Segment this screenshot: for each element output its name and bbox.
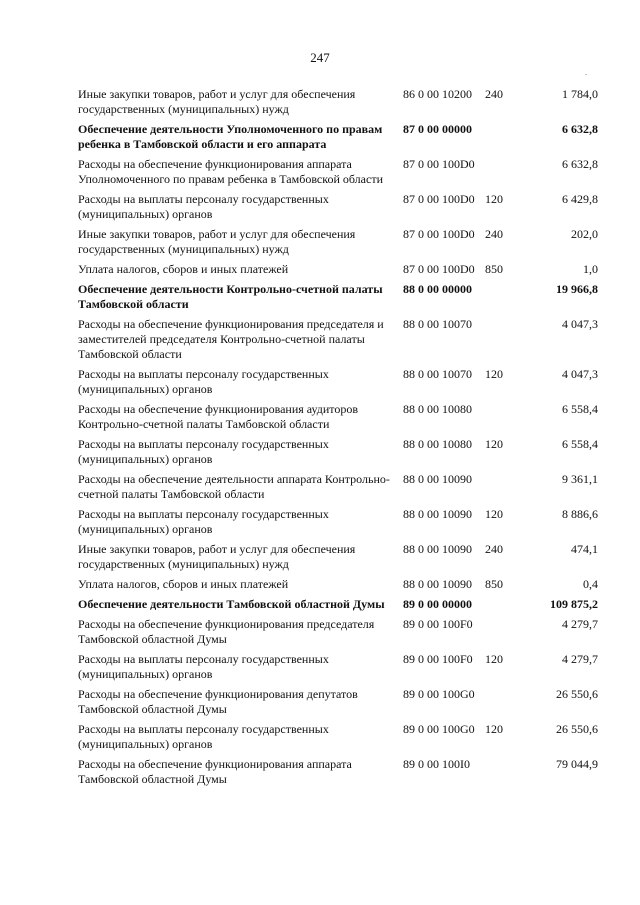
table-row: [78, 122, 598, 152]
table-row: [78, 577, 598, 592]
row-sum: 109 875,2: [550, 597, 598, 611]
row-sum: 6 558,4: [562, 437, 598, 451]
budget-table: [78, 87, 598, 792]
table-row: [78, 317, 598, 362]
row-code: 87 0 00 100D0: [403, 262, 475, 276]
row-type: 120: [485, 192, 503, 206]
row-name: Уплата налогов, сборов и иных платежей: [78, 577, 289, 591]
row-code: 89 0 00 100F0: [403, 617, 473, 631]
row-name: Расходы на обеспечение деятельности аппарата Контрольно-счетной палаты Тамбовской области: [78, 472, 390, 501]
table-row: [78, 402, 598, 432]
row-code: 88 0 00 10090: [403, 472, 472, 486]
table-row: [78, 617, 598, 647]
table-row: [78, 192, 598, 222]
row-code: 88 0 00 10090: [403, 542, 472, 556]
table-row: [78, 722, 598, 752]
table-row: [78, 507, 598, 537]
corner-mark: .: [585, 68, 587, 77]
row-sum: 6 632,8: [562, 122, 598, 136]
row-name: Расходы на обеспечение функционирования аппарата Уполномоченного по правам ребенка в Тамбовской области: [78, 157, 383, 186]
row-sum: 26 550,6: [556, 722, 598, 736]
row-type: 240: [485, 87, 503, 101]
row-sum: 0,4: [583, 577, 598, 591]
row-type: 120: [485, 722, 503, 736]
row-code: 88 0 00 10090: [403, 507, 472, 521]
row-code: 89 0 00 100G0: [403, 722, 475, 736]
row-sum: 1 784,0: [562, 87, 598, 101]
row-name: Иные закупки товаров, работ и услуг для обеспечения государственных (муниципальных) нужд: [78, 87, 356, 116]
row-sum: 6 632,8: [562, 157, 598, 171]
row-code: 88 0 00 10090: [403, 577, 472, 591]
row-type: 120: [485, 367, 503, 381]
row-sum: 4 047,3: [562, 367, 598, 381]
row-code: 87 0 00 100D0: [403, 157, 475, 171]
row-code: 86 0 00 10200: [403, 87, 472, 101]
row-name: Расходы на выплаты персоналу государственных (муниципальных) органов: [78, 192, 329, 221]
table-row: [78, 367, 598, 397]
row-name: Обеспечение деятельности Уполномоченного по правам ребенка в Тамбовской области и его аппарата: [78, 122, 383, 151]
row-code: 87 0 00 100D0: [403, 227, 475, 241]
table-row: [78, 542, 598, 572]
row-sum: 202,0: [571, 227, 598, 241]
row-code: 88 0 00 10080: [403, 437, 472, 451]
row-code: 87 0 00 100D0: [403, 192, 475, 206]
row-name: Расходы на выплаты персоналу государственных (муниципальных) органов: [78, 722, 329, 751]
table-row: [78, 757, 598, 787]
row-name: Уплата налогов, сборов и иных платежей: [78, 262, 289, 276]
row-type: 240: [485, 227, 503, 241]
row-name: Иные закупки товаров, работ и услуг для обеспечения государственных (муниципальных) нужд: [78, 542, 356, 571]
row-sum: 4 047,3: [562, 317, 598, 331]
row-sum: 26 550,6: [556, 687, 598, 701]
row-sum: 4 279,7: [562, 652, 598, 666]
row-name: Расходы на обеспечение функционирования аудиторов Контрольно-счетной палаты Тамбовской области: [78, 402, 359, 431]
row-sum: 19 966,8: [556, 282, 598, 296]
row-name: Расходы на обеспечение функционирования депутатов Тамбовской областной Думы: [78, 687, 358, 716]
row-sum: 79 044,9: [556, 757, 598, 771]
row-sum: 4 279,7: [562, 617, 598, 631]
row-code: 89 0 00 100I0: [403, 757, 470, 771]
row-code: 89 0 00 100F0: [403, 652, 473, 666]
row-name: Расходы на выплаты персоналу государственных (муниципальных) органов: [78, 652, 329, 681]
row-code: 88 0 00 10070: [403, 317, 472, 331]
table-row: [78, 157, 598, 187]
row-name: Обеспечение деятельности Контрольно-счетной палаты Тамбовской области: [78, 282, 383, 311]
row-name: Расходы на обеспечение функционирования председателя Тамбовской областной Думы: [78, 617, 375, 646]
row-type: 850: [485, 262, 503, 276]
row-name: Обеспечение деятельности Тамбовской областной Думы: [78, 597, 385, 611]
row-code: 88 0 00 00000: [403, 282, 472, 296]
table-row: [78, 87, 598, 117]
table-row: [78, 472, 598, 502]
table-row: [78, 227, 598, 257]
row-name: Расходы на выплаты персоналу государственных (муниципальных) органов: [78, 367, 329, 396]
row-type: 850: [485, 577, 503, 591]
row-type: 120: [485, 437, 503, 451]
row-name: Расходы на выплаты персоналу государственных (муниципальных) органов: [78, 437, 329, 466]
row-code: 89 0 00 100G0: [403, 687, 475, 701]
row-name: Расходы на обеспечение функционирования аппарата Тамбовской областной Думы: [78, 757, 352, 786]
row-name: Расходы на выплаты персоналу государственных (муниципальных) органов: [78, 507, 329, 536]
table-row: [78, 282, 598, 312]
row-sum: 8 886,6: [562, 507, 598, 521]
row-sum: 474,1: [571, 542, 598, 556]
row-code: 89 0 00 00000: [403, 597, 472, 611]
row-sum: 6 558,4: [562, 402, 598, 416]
row-code: 87 0 00 00000: [403, 122, 472, 136]
table-row: [78, 652, 598, 682]
page-number: 247: [310, 50, 330, 65]
table-row: [78, 687, 598, 717]
row-sum: 6 429,8: [562, 192, 598, 206]
row-code: 88 0 00 10080: [403, 402, 472, 416]
row-type: 240: [485, 542, 503, 556]
row-type: 120: [485, 652, 503, 666]
table-row: [78, 262, 598, 277]
row-sum: 9 361,1: [562, 472, 598, 486]
row-code: 88 0 00 10070: [403, 367, 472, 381]
row-sum: 1,0: [583, 262, 598, 276]
table-row: [78, 437, 598, 467]
table-row: [78, 597, 598, 612]
row-name: Иные закупки товаров, работ и услуг для обеспечения государственных (муниципальных) нужд: [78, 227, 356, 256]
row-name: Расходы на обеспечение функционирования председателя и заместителей председателя Контрольно-счетной палаты Тамбовской области: [78, 317, 384, 361]
row-type: 120: [485, 507, 503, 521]
